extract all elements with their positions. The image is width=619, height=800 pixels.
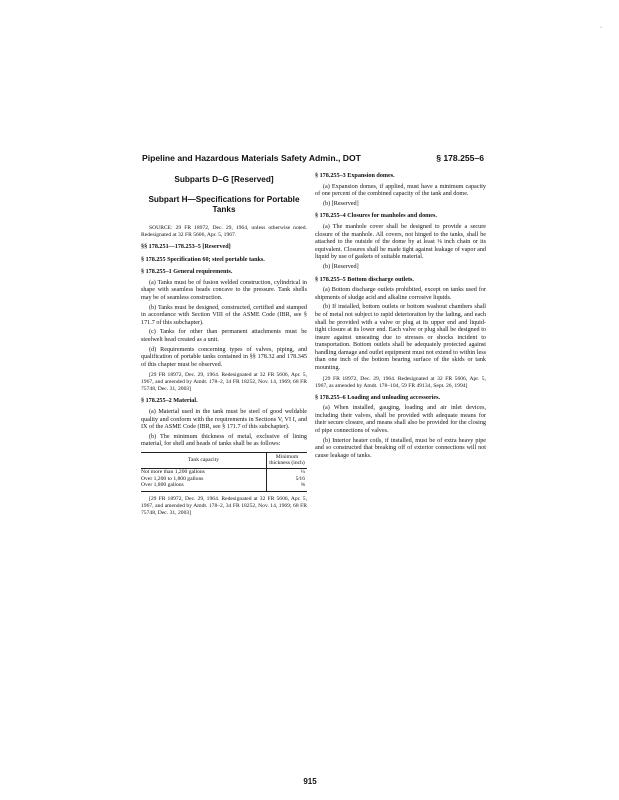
- paragraph: (a) Material used in the tank must be steel of good weldable quality and conform with the requirements in Sections V, VI I, and IX of the ASME Code (IBR, see § 171.7 of this subchapter).: [141, 408, 307, 431]
- table-row: [141, 482, 307, 491]
- paragraph: (b) [Reserved]: [323, 200, 359, 207]
- table-row: [141, 476, 307, 483]
- subpart-dg-title: Subparts D–G [Reserved]: [174, 175, 274, 184]
- running-header: [142, 153, 484, 167]
- bottom-discharge-heading: § 178.255–5 Bottom discharge outlets.: [315, 276, 414, 283]
- agency-title: Pipeline and Hazardous Materials Safety Admin., DOT: [142, 153, 361, 163]
- paragraph: (b) Interior heater coils, if installed, must be of extra heavy pipe and so constructed that breaking off of exterior connections will not cause leakage of tanks.: [315, 437, 486, 459]
- right-column: [315, 173, 486, 462]
- scan-speck: ·: [600, 25, 602, 31]
- paragraph: (b) Tanks must be designed, constructed, certified and stamped in accordance with Section VIII of the ASME Code (IBR, see § 171.7 of this subchapter).: [141, 304, 307, 326]
- thickness-cell: ⅜: [267, 482, 308, 491]
- loading-unloading-heading: § 178.255–6 Loading and unloading accessories.: [315, 394, 441, 401]
- material-heading: § 178.255–2 Material.: [141, 398, 198, 405]
- capacity-cell: Over 1,800 gallons: [141, 482, 267, 491]
- capacity-cell: Not more than 1,200 gallons: [141, 469, 205, 476]
- citation-note: [29 FR 18972, Dec. 29, 1964. Redesignated at 32 FR 5606, Apr. 5, 1967, and amended by Amdt. 178–2, 34 FR 18252, Nov. 14, 1969; 68 FR 75748, Dec. 31, 2003]: [141, 372, 307, 393]
- capacity-cell: Over 1,200 to 1,800 gallons: [141, 475, 204, 482]
- citation-note: [29 FR 18972, Dec. 29, 1964. Redesignated at 32 FR 5606, Apr. 5, 1967, as amended by Amdt. 178–104, 59 FR 49134, Sept. 26, 1994]: [315, 375, 486, 389]
- subpart-h-title: Subpart H—Specifications for Portable Tanks: [148, 195, 300, 214]
- column-header-thickness: Minimum thickness (inch): [267, 452, 308, 468]
- paragraph: (a) The manhole cover shall be designed to provide a secure closure of the manhole. All covers, not hinged to the tanks, shall be attached to the outside of the dome by at least ⅜ inch chain or its equivalent. Closures shall be made tight against leakage of vapor and liquid by use of gaskets of suitable material.: [315, 223, 486, 261]
- paragraph: (b) If installed, bottom outlets or bottom washout chambers shall be of metal not subject to rapid deterioration by the lading, and each shall be provided with a valve or plug at its upper end and liquid-tight closure at its lower end. Each valve or plug shall be designed to insure against unseating due to stresses or shocks incident to transportation. Bottom outlets shall be adequately protected against handling damage and outlet equipment must not extend to within less than one inch of the bottom bearing surface of the skids or tank mounting.: [315, 304, 486, 372]
- paragraph: (a) Tanks must be of fusion welded construction, cylindrical in shape with seamless heads concave to the pressure. Tank shells may be of seamless construction.: [141, 279, 307, 301]
- closures-heading: § 178.255–4 Closures for manholes and domes.: [315, 213, 437, 220]
- thickness-table: [141, 452, 307, 492]
- reserved-heading: §§ 178.251—178.253–5 [Reserved]: [141, 244, 231, 250]
- paragraph: (b) The minimum thickness of metal, exclusive of lining material, for shell and heads of tanks shall be as follows:: [141, 433, 307, 448]
- section-number: § 178.255–6: [436, 153, 484, 163]
- page-number: 915: [303, 777, 317, 786]
- spec60-heading: § 178.255 Specification 60; steel portable tanks.: [141, 256, 265, 263]
- citation-note: [29 FR 18972, Dec. 29, 1964. Redesignated at 32 FR 5606, Apr. 5, 1967, and amended by Amdt. 178–2, 34 FR 18252, Nov. 14, 1969; 68 FR 75748, Dec. 31, 2003]: [141, 495, 307, 516]
- source-note: SOURCE: 29 FR 18972, Dec. 29, 1964, unless otherwise noted. Redesignated at 32 FR 5606, Apr. 5, 1967.: [141, 225, 307, 238]
- left-column: [141, 173, 307, 521]
- paragraph: (a) Bottom discharge outlets prohibited, except on tanks used for shipments of sludge acid and alkaline corrosive liquids.: [315, 287, 486, 301]
- paragraph: (d) Requirements concerning types of valves, piping, and qualification of portable tanks contained in §§ 178.32 and 178.345 of this chapter must be observed.: [141, 346, 307, 368]
- expansion-domes-heading: § 178.255–3 Expansion domes.: [315, 173, 395, 179]
- column-header-capacity: Tank capacity: [141, 452, 267, 468]
- table-row: [141, 469, 307, 476]
- paragraph: (c) Tanks for other than permanent attachments must be steelwelt head created as a unit.: [141, 329, 307, 343]
- paragraph: (a) When installed, gauging, loading and air inlet devices, including their valves, shall be provided with adequate means for their secure closure, and means shall also be provided for the closing of pipe connections of valves.: [315, 405, 486, 435]
- general-requirements-heading: § 178.255–1 General requirements.: [141, 269, 233, 276]
- thickness-cell: 5⁄16: [267, 476, 308, 483]
- thickness-cell: ¼: [267, 469, 308, 476]
- paragraph: (a) Expansion domes, if applied, must have a minimum capacity of one percent of the combined capacity of the tank and dome.: [315, 183, 486, 198]
- paragraph: (b) [Reserved]: [323, 263, 359, 270]
